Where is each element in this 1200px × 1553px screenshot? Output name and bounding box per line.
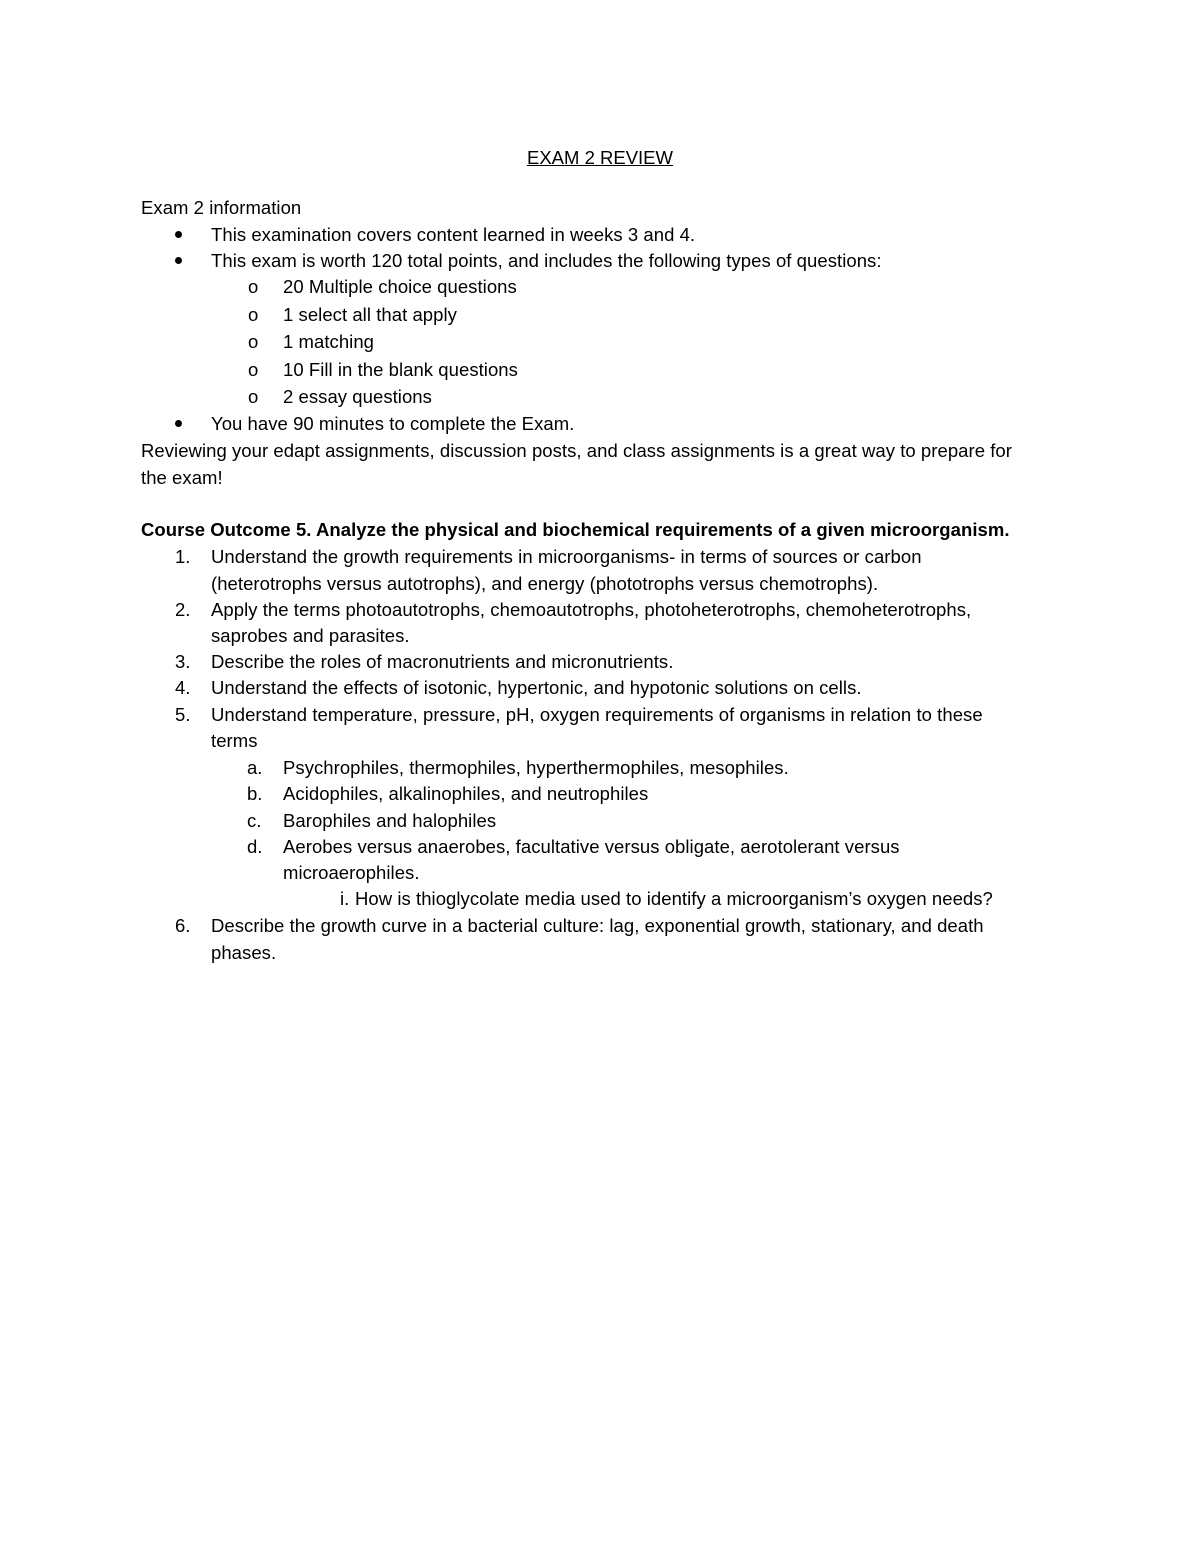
- question-type: 1 matching: [283, 331, 374, 352]
- info-heading: Exam 2 information: [141, 197, 302, 218]
- document-title: EXAM 2 REVIEW: [527, 147, 673, 168]
- objective-number: 3.: [175, 651, 191, 672]
- sub-sub-item-line: How is thioglycolate media used to identify a microorganism’s oxygen needs?: [355, 888, 993, 909]
- objective-line: Apply the terms photoautotrophs, chemoautotrophs, photoheterotrophs, chemoheterotrophs,: [211, 599, 972, 620]
- sub-sub-item-numeral: i.: [340, 888, 350, 909]
- review-note-line: Reviewing your edapt assignments, discussion posts, and class assignments is a great way to prepare for: [141, 440, 1012, 461]
- objective-line: Describe the growth curve in a bacterial culture: lag, exponential growth, stationary, and death: [211, 915, 984, 936]
- sub-item-line: Barophiles and halophiles: [283, 810, 497, 831]
- hollow-bullet-icon: o: [248, 386, 259, 407]
- objective-line: phases.: [211, 942, 277, 963]
- objective-line: Understand the growth requirements in microorganisms- in terms of sources or carbon: [211, 546, 922, 567]
- sub-item-letter: c.: [247, 810, 262, 831]
- question-type: 20 Multiple choice questions: [283, 276, 517, 297]
- objective-line: Understand temperature, pressure, pH, oxygen requirements of organisms in relation to these: [211, 704, 983, 725]
- objective-number: 4.: [175, 677, 191, 698]
- sub-item-line: microaerophiles.: [283, 862, 420, 883]
- info-bullet: This exam is worth 120 total points, and includes the following types of questions:: [211, 250, 882, 271]
- sub-item-letter: b.: [247, 783, 263, 804]
- objective-number: 5.: [175, 704, 191, 725]
- hollow-bullet-icon: o: [248, 331, 259, 352]
- objective-line: Understand the effects of isotonic, hypertonic, and hypotonic solutions on cells.: [211, 677, 862, 698]
- hollow-bullet-icon: o: [248, 304, 259, 325]
- sub-item-letter: d.: [247, 836, 263, 857]
- objective-number: 6.: [175, 915, 191, 936]
- hollow-bullet-icon: o: [248, 276, 259, 297]
- question-type: 1 select all that apply: [283, 304, 457, 325]
- question-type: 10 Fill in the blank questions: [283, 359, 518, 380]
- objective-line: terms: [211, 730, 258, 751]
- sub-item-line: Acidophiles, alkalinophiles, and neutrophiles: [283, 783, 649, 804]
- sub-item-line: Psychrophiles, thermophiles, hyperthermophiles, mesophiles.: [283, 757, 789, 778]
- info-bullet: You have 90 minutes to complete the Exam.: [211, 413, 575, 434]
- sub-item-letter: a.: [247, 757, 263, 778]
- hollow-bullet-icon: o: [248, 359, 259, 380]
- objective-number: 1.: [175, 546, 191, 567]
- objective-line: Describe the roles of macronutrients and micronutrients.: [211, 651, 674, 672]
- info-bullet: This examination covers content learned in weeks 3 and 4.: [211, 224, 696, 245]
- course-outcome-heading: Course Outcome 5. Analyze the physical and biochemical requirements of a given microorganism.: [141, 519, 1010, 540]
- objective-line: (heterotrophs versus autotrophs), and energy (phototrophs versus chemotrophs).: [211, 573, 879, 594]
- bullet-icon: [175, 257, 182, 264]
- bullet-icon: [175, 231, 182, 238]
- bullet-icon: [175, 420, 182, 427]
- question-type: 2 essay questions: [283, 386, 432, 407]
- review-note-line: the exam!: [141, 467, 223, 488]
- sub-item-line: Aerobes versus anaerobes, facultative versus obligate, aerotolerant versus: [283, 836, 900, 857]
- objective-number: 2.: [175, 599, 191, 620]
- objective-line: saprobes and parasites.: [211, 625, 410, 646]
